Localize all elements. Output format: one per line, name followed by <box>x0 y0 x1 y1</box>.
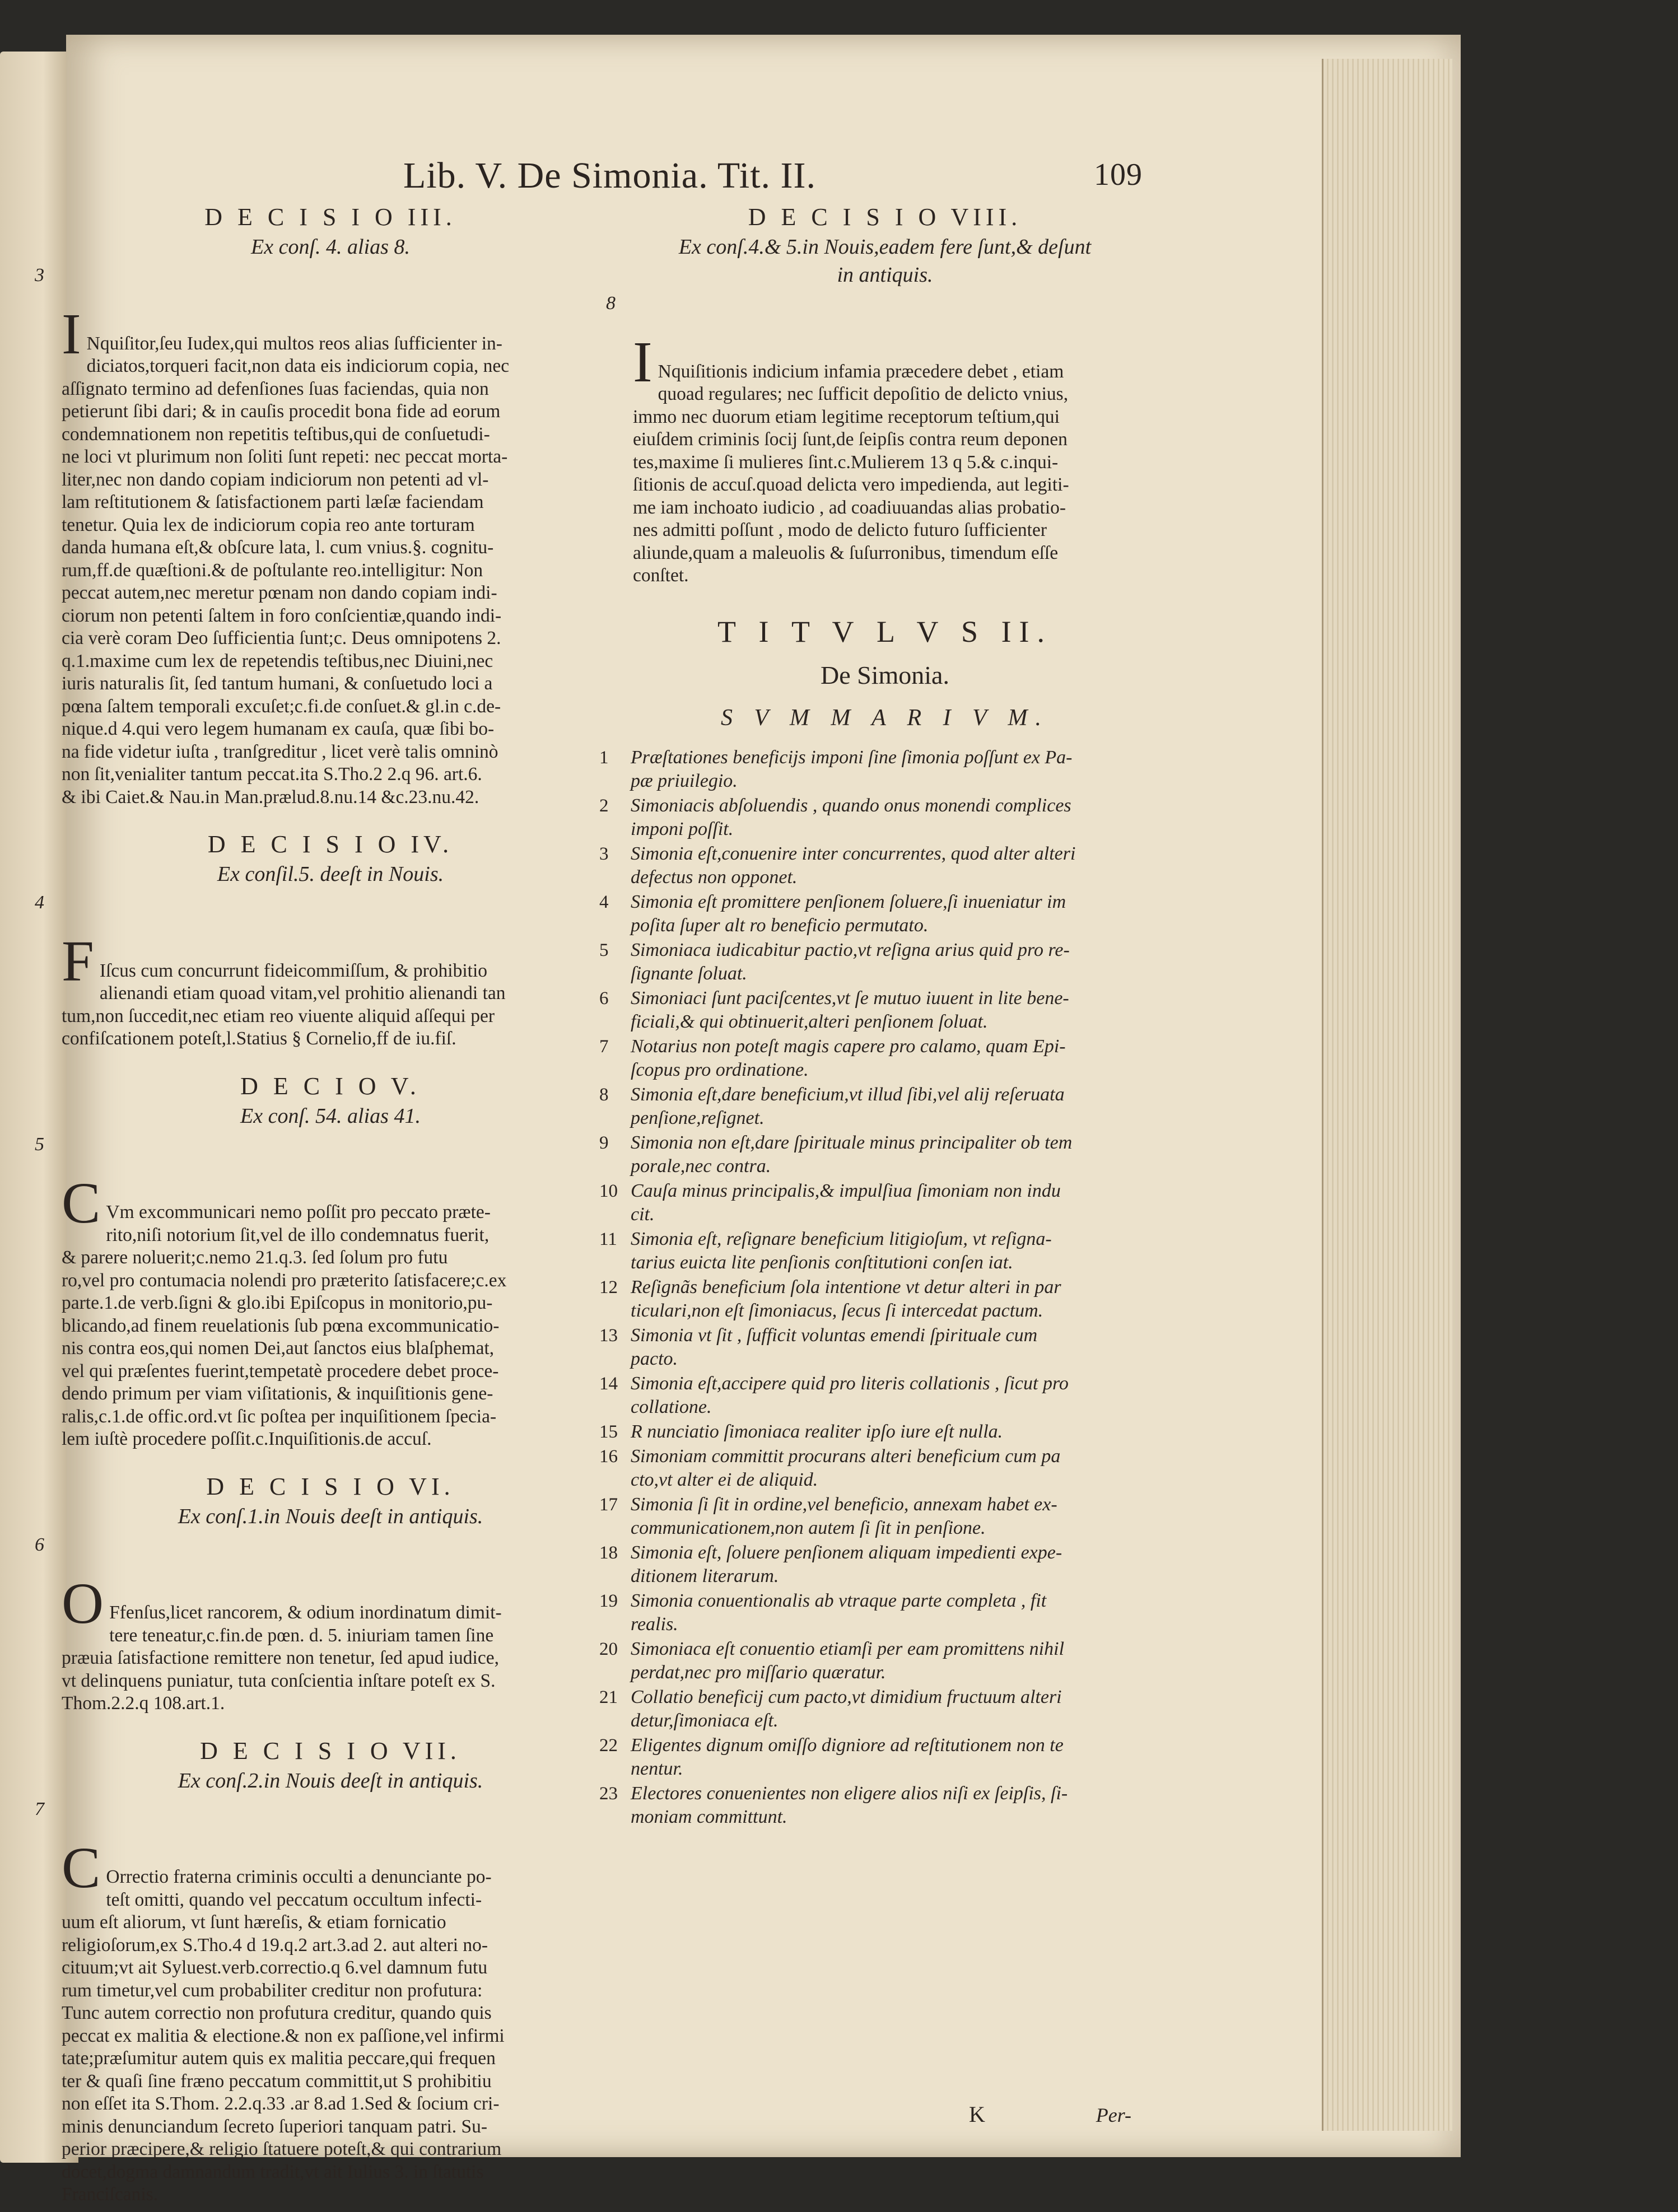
summary-number: 1 <box>599 747 609 768</box>
drop-cap: I <box>633 330 652 394</box>
summary-text: Simonia eſt, reſignare beneficium litigioſum, vt reſigna- tarius euicta lite penſionis conſtitutioni conſen iat. <box>631 1228 1052 1273</box>
summary-text: Simonia non eſt,dare ſpirituale minus principaliter ob tem porale,nec contra. <box>631 1132 1073 1177</box>
decisio-body: Ffenſus,licet rancorem, & odium inordinatum dimit- tere teneatur,c.fin.de pœn. d. 5. iniuriam tamen ſine præuia ſatisfactione remittere non tenetur, ſed apud iudice, vt delinquens puniatur, tuta conſcientia inſtare poteſt ex S. Thom.2.2.q 108.art.1. <box>62 1602 502 1714</box>
signature-mark: K <box>969 2102 985 2127</box>
decisio-source: Ex conſ.4.& 5.in Nouis,eadem fere ſunt,& deſunt in antiquis. <box>678 235 1092 287</box>
summary-text: Simoniam committit procurans alteri beneficium cum pa cto,vt alter ei de aliquid. <box>631 1445 1061 1490</box>
margin-number: 3 <box>35 265 44 286</box>
list-item <box>599 1589 1137 1636</box>
running-title: Lib. V. De Simonia. Tit. II. <box>403 155 817 196</box>
summary-text: Collatio beneficij cum pacto,vt dimidium fructuum alteri detur,ſimoniaca eſt. <box>631 1686 1062 1731</box>
summary-text: Simonia eſt,dare beneficium,vt illud ſibi,vel alij reſeruata penſione,reſignet. <box>631 1084 1065 1128</box>
titulus-heading: T I T V L V S II. <box>717 614 1053 648</box>
summary-text: Simonia conuentionalis ab vtraque parte completa , fit realis. <box>631 1590 1047 1635</box>
summary-number: 19 <box>599 1590 618 1611</box>
summary-text: Simonia eſt, ſoluere penſionem aliquam impedienti expe- ditionem literarum. <box>631 1542 1062 1586</box>
summarium-label: S V M M A R I V M. <box>720 704 1050 731</box>
list-item <box>599 1228 1137 1275</box>
decisio-section <box>35 829 599 1051</box>
summary-text: Cauſa minus principalis,& impulſiua ſimoniam non indu cit. <box>631 1180 1061 1225</box>
summary-text: Simonia ſi ſit in ordine,vel beneficio, annexam habet ex- communicationem,non autem ſi ſit in penſione. <box>631 1494 1057 1538</box>
summary-text: Præſtationes beneficijs imponi ſine ſimonia poſſunt ex Pa- pæ priuilegio. <box>631 746 1073 791</box>
list-item <box>599 987 1137 1034</box>
summary-text: Simoniaca eſt conuentio etiamſi per eam promittens nihil perdat,nec pro miſſario quæratur. <box>631 1638 1065 1683</box>
margin-number: 6 <box>35 1534 44 1555</box>
list-item <box>599 1324 1137 1371</box>
decisio-heading: D E C I S I O VII. <box>200 1737 461 1765</box>
drop-cap: C <box>62 1170 101 1235</box>
list-item <box>599 1179 1137 1226</box>
list-item <box>599 1372 1137 1419</box>
list-item <box>599 1541 1137 1588</box>
list-item <box>599 746 1137 793</box>
decisio-section <box>35 202 599 809</box>
decisio-body: Iſcus cum concurrunt fideicommiſſum, & prohibitio alienandi etiam quoad vitam,vel prohitio alienandi tan tum,non ſuccedit,nec etiam reo viuente aliquid aſſequi per confiſcationem poteſt,l.Statius § Cornelio,ff de iu.fiſ. <box>62 960 506 1049</box>
decisio-heading: D E C I S I O VIII. <box>748 203 1022 231</box>
decisio-text <box>35 264 599 809</box>
summary-text: Simonia eſt,accipere quid pro literis collationis , ſicut pro collatione. <box>631 1373 1069 1417</box>
decisio-heading: D E C I O V. <box>240 1072 421 1100</box>
summary-number: 15 <box>599 1421 618 1442</box>
decisio-section <box>35 1471 599 1715</box>
list-item <box>599 1493 1137 1540</box>
summary-number: 11 <box>599 1229 617 1249</box>
decisio-source: Ex conſ.2.in Nouis deeſt in antiquis. <box>178 1768 483 1793</box>
decisio-text <box>35 1133 599 1451</box>
drop-cap: F <box>62 929 94 993</box>
drop-cap: I <box>62 302 81 366</box>
summary-text: Notarius non poteſt magis capere pro calamo, quam Epi- ſcopus pro ordinatione. <box>631 1035 1066 1080</box>
summary-text: R nunciatio ſimoniaca realiter ipſo iure eſt nulla. <box>631 1421 1003 1442</box>
page-edges-stack <box>1322 59 1452 2131</box>
summary-number: 4 <box>599 892 609 912</box>
summary-number: 5 <box>599 940 609 960</box>
drop-cap: O <box>62 1571 104 1636</box>
list-item <box>599 939 1137 986</box>
drop-cap: C <box>62 1835 101 1900</box>
decisio-text <box>606 292 1137 587</box>
decisio-body: Nquiſitionis indicium infamia præcedere debet , etiam quoad regulares; nec ſufficit depoſitio de delicto vnius, immo nec duorum etiam legitime receptorum teſtium,qui eiuſdem criminis ſocij ſunt,de ſeipſis contra reum deponen tes,maxime ſi mulieres ſint.c.Mulierem 13 q 5.& c.inqui- ſitionis de accuſ.quoad delicta vero impedienda, aut legiti- me iam inchoato iudicio , ad coadiuuandas alias probatio- nes admitti poſſunt , modo de delicto futuro ſufficienter aliunde,quam a maleuolis & ſuſurronibus, timendum eſſe conſtet. <box>633 361 1069 586</box>
summary-number: 23 <box>599 1783 618 1804</box>
list-item <box>599 1035 1137 1082</box>
summary-number: 10 <box>599 1180 618 1201</box>
list-item <box>599 890 1137 937</box>
list-item <box>599 1782 1137 1829</box>
summary-number: 22 <box>599 1735 618 1756</box>
margin-number: 5 <box>35 1133 44 1155</box>
margin-number: 7 <box>35 1798 44 1819</box>
catchline <box>633 2101 1137 2129</box>
list-item <box>599 1083 1137 1130</box>
decisio-text <box>35 1534 599 1715</box>
summary-text: Eligentes dignum omiſſo digniore ad reſtitutionem non te nentur. <box>631 1734 1064 1779</box>
list-item <box>599 794 1137 841</box>
summary-number: 17 <box>599 1494 618 1515</box>
summary-text: Electores conuenientes non eligere alios niſi ex ſeipſis, ſi- moniam committunt. <box>631 1782 1068 1827</box>
list-item <box>599 1131 1137 1178</box>
summary-number: 6 <box>599 988 609 1009</box>
titulus-subtitle: De Simonia. <box>821 660 949 689</box>
summary-number: 7 <box>599 1036 609 1057</box>
summary-number: 2 <box>599 795 609 816</box>
margin-number: 8 <box>606 293 616 314</box>
list-item <box>599 1637 1137 1684</box>
summary-text: Reſignãs beneficium ſola intentione vt detur alteri in par ticulari,non eſt ſimoniacus, ſecus ſi intercedat pactum. <box>631 1276 1061 1321</box>
decisio-source: Ex conſ. 54. alias 41. <box>240 1104 421 1128</box>
list-item <box>599 1445 1137 1492</box>
decisio-source: Ex conſil.5. deeſt in Nouis. <box>217 862 444 886</box>
decisio-text <box>35 892 599 1051</box>
summary-number: 16 <box>599 1446 618 1467</box>
decisio-heading: D E C I S I O III. <box>204 203 456 231</box>
summary-list <box>599 746 1137 1829</box>
decisio-source: Ex conſ.1.in Nouis deeſt in antiquis. <box>178 1504 483 1528</box>
list-item <box>599 1276 1137 1323</box>
summary-number: 13 <box>599 1325 618 1346</box>
summary-text: Simoniacis abſoluendis , quando onus monendi complices imponi poſſit. <box>631 795 1071 839</box>
catchword: Per- <box>1096 2104 1131 2126</box>
summary-number: 3 <box>599 843 609 864</box>
decisio-body: Nquiſitor,ſeu Iudex,qui multos reos alias ſufficienter in- diciatos,torqueri facit,non data eis indiciorum copia, nec aſſignato termino ad defenſiones ſuas faciendas, quia non petierunt ſibi dari; & in cauſis procedit bona fide ad eorum condemnationem non repetitis teſtibus,qui de conſuetudi- ne loci vt plurimum non ſoliti ſunt repeti: nec peccat morta- liter,nec non dando copiam indiciorum non petenti ad vl- lam reſtitutionem & ſatisfactionem parti læſæ faciendam tenetur. Quia lex de indiciorum copia reo ante torturam danda humana eſt,& obſcure lata, l. cum vnius.§. cognitu- rum,ff.de quæſtioni.& de poſtulante reo.intelligitur: Non peccat autem,nec meretur pœnam non dando copiam indi- ciorum non petenti ſaltem in foro conſcientiæ,quando indi- cia verè coram Deo ſufficientia ſunt;c. Deus omnipotens 2. q.1.maxime cum lex de repetendis teſtibus,nec Diuini,nec iuris naturalis ſit, ſed tantum humani, & conſuetudo loci a pœna ſaltem temporali excuſet;c.fi.de conſuet.& gl.in c.de- nique.d 4.qui vero legem humanam ex cauſa, quæ ſibi bo- na fide videtur iuſta , tranſgreditur , licet verè talis omninò non ſit,venialiter tantum peccat.ita S.Tho.2 2.q 96. art.6. & ibi Caiet.& Nau.in Man.prælud.8.nu.14 &c.23.nu.42. <box>62 333 510 808</box>
summary-number: 14 <box>599 1373 618 1394</box>
list-item <box>599 1420 1137 1444</box>
decisio-heading: D E C I S I O IV. <box>207 830 454 858</box>
summary-number: 21 <box>599 1687 618 1707</box>
summary-number: 12 <box>599 1277 618 1298</box>
list-item <box>599 1734 1137 1781</box>
decisio-source: Ex conſ. 4. alias 8. <box>251 235 410 259</box>
summary-number: 9 <box>599 1132 609 1153</box>
summary-text: Simonia eſt promittere penſionem ſoluere,ſi inueniatur im poſita ſuper alt ro beneficio permutato. <box>631 891 1066 936</box>
margin-number: 4 <box>35 892 44 913</box>
right-column <box>599 202 1137 1830</box>
summary-number: 8 <box>599 1084 609 1105</box>
summary-text: Simoniaca iudicabitur pactio,vt reſigna arius quid pro re- ſignante ſoluat. <box>631 939 1070 984</box>
decisio-text <box>35 1798 599 2206</box>
summary-text: Simoniaci ſunt paciſcentes,vt ſe mutuo iuuent in lite bene- ficiali,& qui obtinuerit,alteri penſionem ſoluat. <box>631 987 1069 1032</box>
list-item <box>599 1686 1137 1733</box>
left-column <box>35 202 599 2212</box>
folio-number: 109 <box>1094 157 1143 192</box>
summary-number: 20 <box>599 1639 618 1659</box>
list-item <box>599 842 1137 889</box>
running-header <box>403 155 1143 199</box>
summary-number: 18 <box>599 1542 618 1563</box>
decisio-heading: D E C I S I O VI. <box>206 1472 455 1500</box>
decisio-section <box>606 202 1137 587</box>
decisio-section <box>35 1071 599 1451</box>
decisio-section <box>35 1735 599 2206</box>
summary-text: Simonia eſt,conuenire inter concurrentes, quod alter alteri defectus non opponet. <box>631 843 1076 888</box>
decisio-body: Orrectio fraterna criminis occulti a denunciante po- teſt omitti, quando vel peccatum occultum infecti- uum eſt aliorum, vt ſunt hæreſis, & etiam fornicatio religioſorum,ex S.Tho.4 d 19.q.2 art.3.ad 2. aut alteri no- cituum;vt ait Syluest.verb.correctio.q 6.vel damnum futu rum timetur,vel cum probabiliter creditur non profutura: Tunc autem correctio non profutura creditur, quando quis peccat ex malitia & electione.& non ex paſſione,vel infirmi tate;præſumitur autem quis ex malitia peccare,qui frequen ter & quaſi ſine fræno peccatum committit,ut S prohibitiu non eſſet ita S.Thom. 2.2.q.33 .ar 8.ad 1.Sed & ſocium cri- minis denunciandum ſecreto ſuperiori tanquam patri. Su- perior præcipere,& religio ſtatuere poteſt,& qui contrarium docet,dogma damnandum tradit,vt ait Iulius 3. in ſtatutis Franciſcanis. <box>62 1866 505 2205</box>
decisio-body: Vm excommunicari nemo poſſit pro peccato præte- rito,niſi notorium ſit,vel de illo condemnatus fuerit, & parere noluerit;c.nemo 21.q.3. ſed ſolum pro futu ro,vel pro contumacia nolendi pro præterito ſatisfacere;c.ex parte.1.de verb.ſigni & glo.ibi Epiſcopus in monitorio,pu- blicando,ad finem reuelationis ſub pœna excommunicatio- nis contra eos,qui nomen Dei,aut ſanctos eius blaſphemat, vel qui præſentes fuerint,tempetatè procedere debet proce- dendo primum per viam viſitationis, & inquiſitionis gene- ralis,c.1.de offic.ord.vt ſic poſtea per inquiſitionem ſpecia- lem iuſtè procedere poſſit.c.Inquiſitionis.de accuſ. <box>62 1202 507 1449</box>
summary-text: Simonia vt ſit , ſufficit voluntas emendi ſpirituale cum pacto. <box>631 1324 1038 1369</box>
